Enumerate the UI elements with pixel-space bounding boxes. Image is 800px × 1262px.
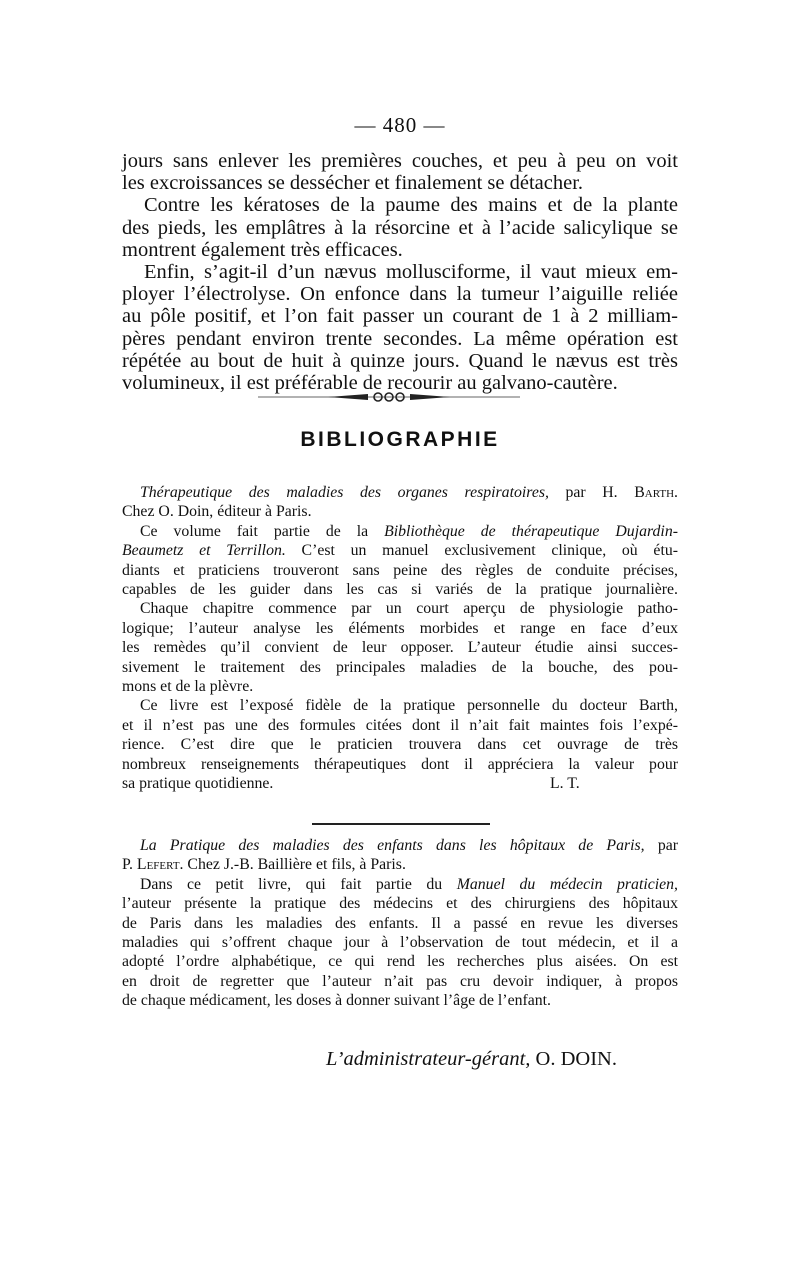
series-title: Manuel du médecin praticien, xyxy=(456,875,678,893)
text-line: au pôle positif, et l’on fait passer un courant de 1 à 2 milliam- xyxy=(122,305,678,328)
intro-text xyxy=(122,150,678,394)
text-line: capables de les guider dans les cas si variés de la pratique journalière. xyxy=(122,581,678,599)
text-line: des pieds, les emplâtres à la résorcine et à l’acide salicylique se xyxy=(122,216,678,239)
text-line: Ce livre est l’exposé fidèle de la pratique personnelle du docteur Barth, xyxy=(140,697,678,715)
text-line: maladies qui s’offrent chaque jour à l’observation de tout médecin, et il a xyxy=(122,934,678,952)
text-line: diants et praticiens trouveront sans peine des règles de conduite précises, xyxy=(122,561,678,579)
text-line xyxy=(122,522,678,541)
text-line: de Paris dans les maladies des enfants. Il a passé en revue les diverses xyxy=(122,914,678,932)
text-line: en droit de regretter que l’auteur n’ait pas cru devoir indiquer, à propos xyxy=(122,972,678,990)
text-line: de chaque médicament, les doses à donner suivant l’âge de l’enfant. xyxy=(122,992,551,1010)
footer-name: O. DOIN. xyxy=(530,1048,617,1070)
review-author: Barth. xyxy=(634,484,678,501)
text-line: les excroissances se dessécher et finalement se détacher. xyxy=(122,172,584,195)
text-line: répétée au bout de huit à quinze jours. Quand le nævus est très xyxy=(122,349,678,372)
ornamental-divider xyxy=(258,390,520,404)
text-line: et il n’est pas une des formules citées dont il n’ait fait maintes fois l’expé- xyxy=(122,716,678,734)
text-segment: C’est un manuel exclusivement clinique, où étu- xyxy=(285,542,678,560)
text-line: nombreux renseignements thérapeutiques dont il appréciera la valeur pour xyxy=(122,755,678,773)
text-line: Enfin, s’agit-il d’un nævus mollusciforme, il vaut mieux em- xyxy=(144,261,678,284)
page-number: — 480 — xyxy=(354,113,446,137)
footer-role: L’administrateur-gérant, xyxy=(326,1048,531,1070)
review-respiratory xyxy=(122,483,678,794)
text-line: rience. C’est dire que le praticien trouvera dans cet ouvrage de très xyxy=(122,736,678,754)
review-title-by: par xyxy=(644,837,678,854)
series-title: Bibliothèque de thérapeutique Dujardin- xyxy=(384,522,678,540)
text-line: Chaque chapitre commence par un court aperçu de physiologie patho- xyxy=(140,600,678,618)
text-line: volumineux, il est préférable de recourir au galvano-cautère. xyxy=(122,372,618,395)
review-signature: L. T. xyxy=(550,775,580,793)
text-line: l’auteur présente la pratique des médecins et des chirurgiens des hôpitaux xyxy=(122,895,678,913)
footer-signature xyxy=(326,1048,617,1071)
text-line: mons et de la plèvre. xyxy=(122,678,254,696)
review-publisher: Chez J.-B. Baillière et fils, à Paris. xyxy=(183,856,406,874)
section-rule xyxy=(312,823,490,825)
text-line: pères pendant environ trente secondes. La même opération est xyxy=(122,327,678,350)
review-title: La Pratique des maladies des enfants dans les hôpitaux de Paris, xyxy=(140,837,645,854)
review-author: P. Lefert. xyxy=(122,856,184,874)
text-segment: Dans ce petit livre, qui fait partie du xyxy=(140,875,457,893)
review-title-by: par H. xyxy=(548,484,635,501)
text-segment: sa pratique quotidienne. xyxy=(122,775,274,793)
text-line xyxy=(122,875,678,894)
text-line xyxy=(122,774,678,793)
text-line: sivement le traitement des principales maladies de la bouche, des pou- xyxy=(122,658,678,676)
text-line: Contre les kératoses de la paume des mains et de la plante xyxy=(144,194,678,217)
text-line: logique; l’auteur analyse les éléments morbides et range en face d’eux xyxy=(122,619,678,637)
text-line: montrent également très efficaces. xyxy=(122,238,403,261)
review-title: Thérapeutique des maladies des organes respiratoires, xyxy=(140,484,549,501)
review-title-line xyxy=(122,483,678,502)
review-author-line xyxy=(122,855,678,874)
text-line: jours sans enlever les premières couches, et peu à peu on voit xyxy=(122,150,678,172)
review-publisher: Chez O. Doin, éditeur à Paris. xyxy=(122,503,312,521)
text-line xyxy=(122,541,678,560)
text-segment: Ce volume fait partie de la xyxy=(140,522,385,540)
text-line: ployer l’électrolyse. On enfonce dans la tumeur l’aiguille reliée xyxy=(122,283,678,306)
text-line: les remèdes qu’il convient de leur opposer. L’auteur étudie ainsi succes- xyxy=(122,639,678,657)
section-title: BIBLIOGRAPHIE xyxy=(300,428,500,451)
series-title-cont: Beaumetz et Terrillon. xyxy=(122,542,286,560)
review-children xyxy=(122,836,678,1011)
text-line: adopté l’ordre alphabétique, ce qui rend les recherches plus aisées. On est xyxy=(122,953,678,971)
review-title-line xyxy=(122,836,678,855)
